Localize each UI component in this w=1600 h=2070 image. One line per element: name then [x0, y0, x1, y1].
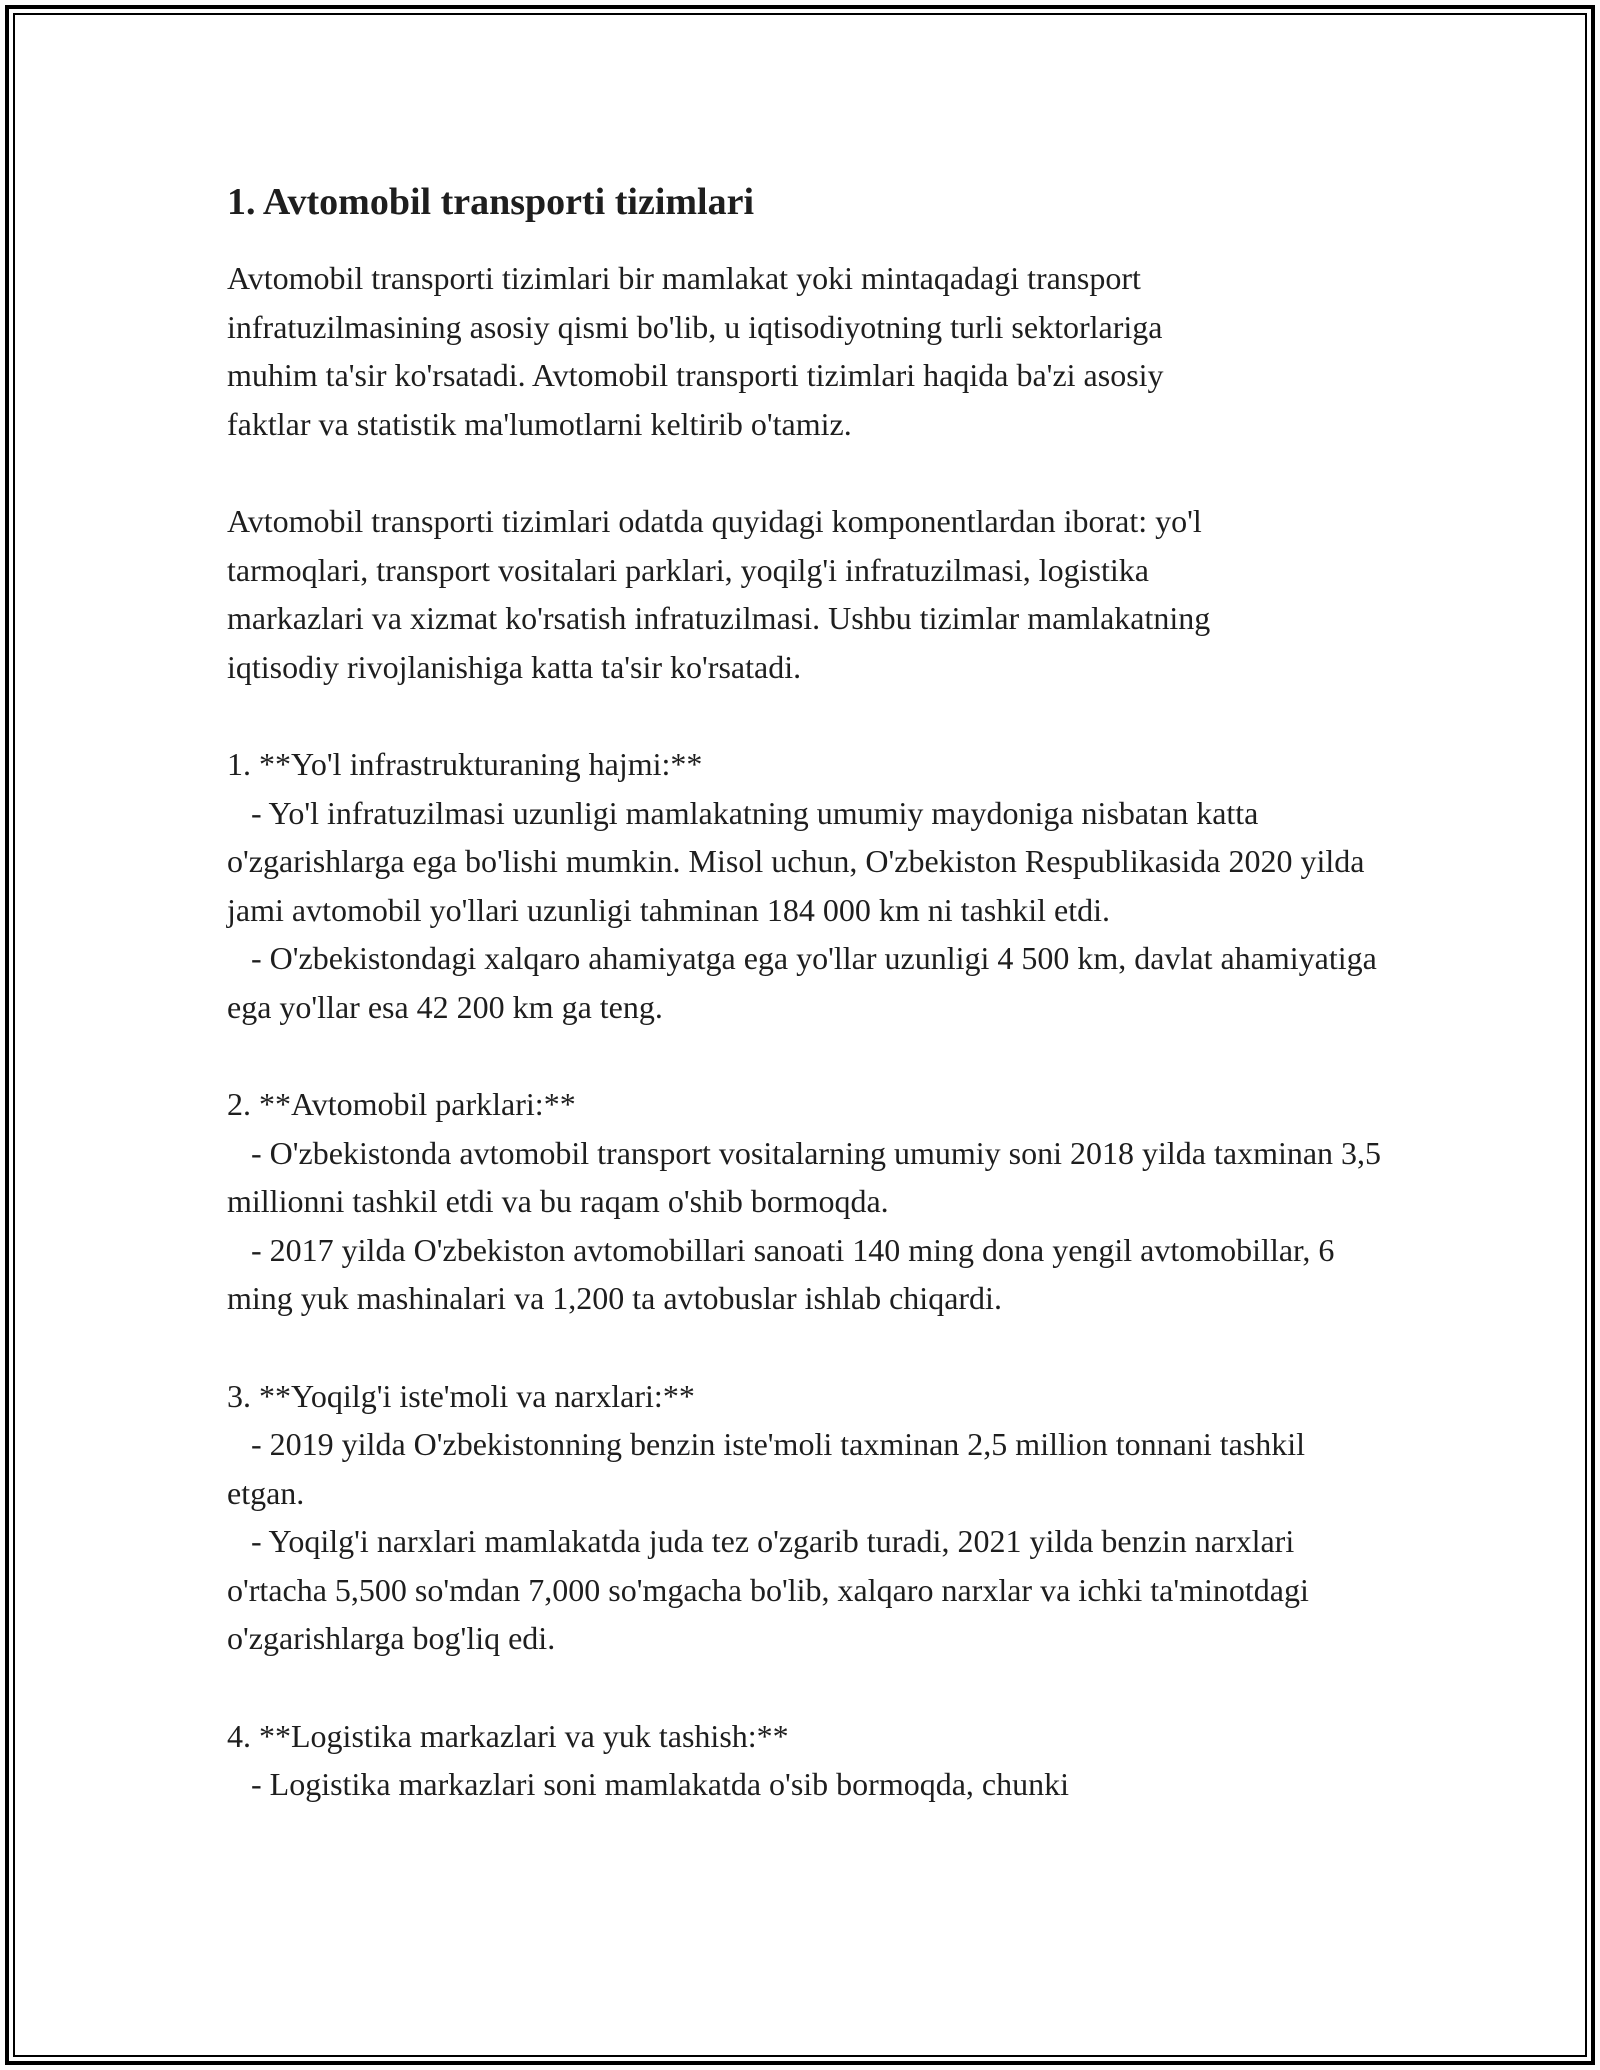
intro-paragraph: Avtomobil transporti tizimlari bir mamlakat yoki mintaqadagi transport infratuzilmasining asosiy qismi bo'lib, u iqtisodiyotning turli sektorlariga muhim ta'sir ko'rsatadi. Avtomobil transporti tizimlari haqida ba'zi asosiy faktlar va statistik ma'lumotlarni keltirib o'tamiz. [227, 260, 1164, 442]
list-bullet: - 2017 yilda O'zbekiston avtomobillari sanoati 140 ming dona yengil avtomobillar, 6 ming yuk mashinalari va 1,200 ta avtobuslar ishlab chiqardi. [227, 1231, 1343, 1316]
list-item-fuel-consumption [227, 1372, 1387, 1663]
list-item-logistics-centers [227, 1712, 1387, 1809]
list-item-vehicle-fleets [227, 1080, 1390, 1323]
list-item-heading: 1. **Yo'l infrastrukturaning hajmi:** [227, 746, 703, 782]
list-bullet: - Yo'l infratuzilmasi uzunligi mamlakatning umumiy maydoniga nisbatan katta o'zgarishlarga ega bo'lishi mumkin. Misol uchun, O'zbekiston Respublikasida 2020 yilda jami avtomobil yo'llari uzunligi tahminan 184 000 km ni tashkil etdi. [227, 794, 1373, 928]
list-item-heading: 2. **Avtomobil parklari:** [227, 1086, 576, 1122]
document-title: 1. Avtomobil transporti tizimlari [227, 181, 755, 223]
list-item-road-infrastructure [227, 740, 1387, 1031]
list-item-heading: 3. **Yoqilg'i iste'moli va narxlari:** [227, 1377, 695, 1414]
list-bullet: - Logistika markazlari soni mamlakatda o'sib bormoqda, chunki [251, 1766, 1069, 1802]
list-item-heading: 4. **Logistika markazlari va yuk tashish:** [227, 1717, 789, 1754]
components-paragraph: Avtomobil transporti tizimlari odatda quyidagi komponentlardan iborat: yo'l tarmoqlari, transport vositalari parklari, yoqilg'i infratuzilmasi, logistika markazlari va xizmat ko'rsatish infratuzilmasi. Ushbu tizimlar mamlakatning iqtisodiy rivojlanishiga katta ta'sir ko'rsatadi. [227, 503, 1211, 685]
document-body [227, 178, 1390, 1858]
list-bullet: - Yoqilg'i narxlari mamlakatda juda tez o'zgarib turadi, 2021 yilda benzin narxlari o'rtacha 5,500 so'mdan 7,000 so'mgacha bo'lib, xalqaro narxlar va ichki ta'minotdagi o'zgarishlarga bog'liq edi. [227, 1523, 1317, 1656]
list-bullet: - O'zbekistonda avtomobil transport vositalarning umumiy soni 2018 yilda taxminan 3,5 millionni tashkil etdi va bu raqam o'shib bormoqda. [227, 1134, 1390, 1219]
list-bullet: - 2019 yilda O'zbekistonning benzin iste'moli taxminan 2,5 million tonnani tashkil etgan. [227, 1426, 1314, 1511]
list-bullet: - O'zbekistondagi xalqaro ahamiyatga ega yo'llar uzunligi 4 500 km, davlat ahamiyatiga ega yo'llar esa 42 200 km ga teng. [227, 940, 1385, 1025]
